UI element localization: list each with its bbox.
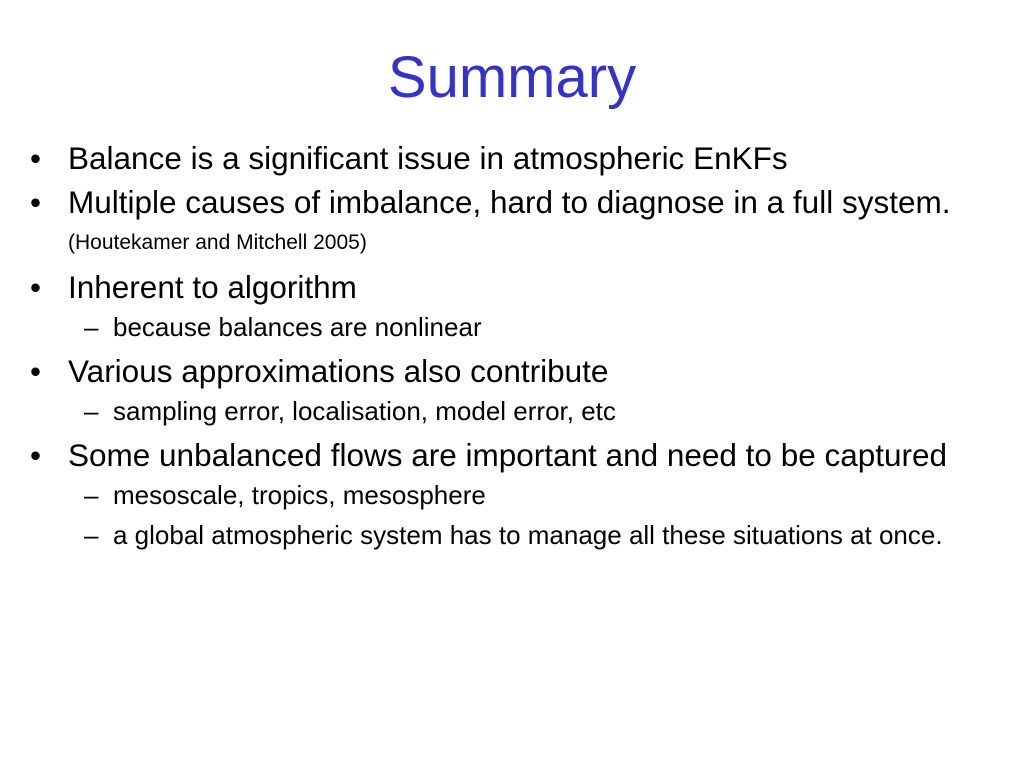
bullet-text: Various approximations also contribute <box>68 353 609 389</box>
dash-glyph: – <box>84 312 99 342</box>
bullet-item <box>30 140 990 176</box>
sub-bullet-text: a global atmospheric system has to manage all these situations at once. <box>113 520 943 550</box>
dash-glyph: – <box>84 480 99 510</box>
dash-glyph: – <box>84 396 99 426</box>
bullet-item <box>30 353 990 389</box>
sub-bullet-item <box>30 311 990 343</box>
bullet-text: Inherent to algorithm <box>68 269 357 305</box>
bullet-glyph: • <box>30 269 42 305</box>
bullet-list <box>30 140 990 561</box>
slide-title: Summary <box>387 45 637 110</box>
bullet-glyph: • <box>30 353 42 389</box>
sub-bullet-item <box>30 519 990 551</box>
dash-glyph: – <box>84 520 99 550</box>
bullet-item <box>30 437 990 473</box>
bullet-text: Some unbalanced flows are important and need to be captured <box>68 437 948 473</box>
sub-bullet-text: sampling error, localisation, model error, etc <box>113 396 616 426</box>
bullet-glyph: • <box>30 437 42 473</box>
sub-bullet-text: mesoscale, tropics, mesosphere <box>113 480 486 510</box>
citation: (Houtekamer and Mitchell 2005) <box>68 231 367 254</box>
sub-bullet-item <box>30 395 990 427</box>
bullet-glyph: • <box>30 140 42 176</box>
sub-bullet-text: because balances are nonlinear <box>113 312 482 342</box>
bullet-text: Multiple causes of imbalance, hard to diagnose in a full system. <box>68 184 951 220</box>
sub-bullet-item <box>30 479 990 511</box>
bullet-item <box>30 269 990 305</box>
bullet-text: Balance is a significant issue in atmospheric EnKFs <box>68 140 788 176</box>
bullet-glyph: • <box>30 184 42 220</box>
bullet-item <box>30 184 990 261</box>
